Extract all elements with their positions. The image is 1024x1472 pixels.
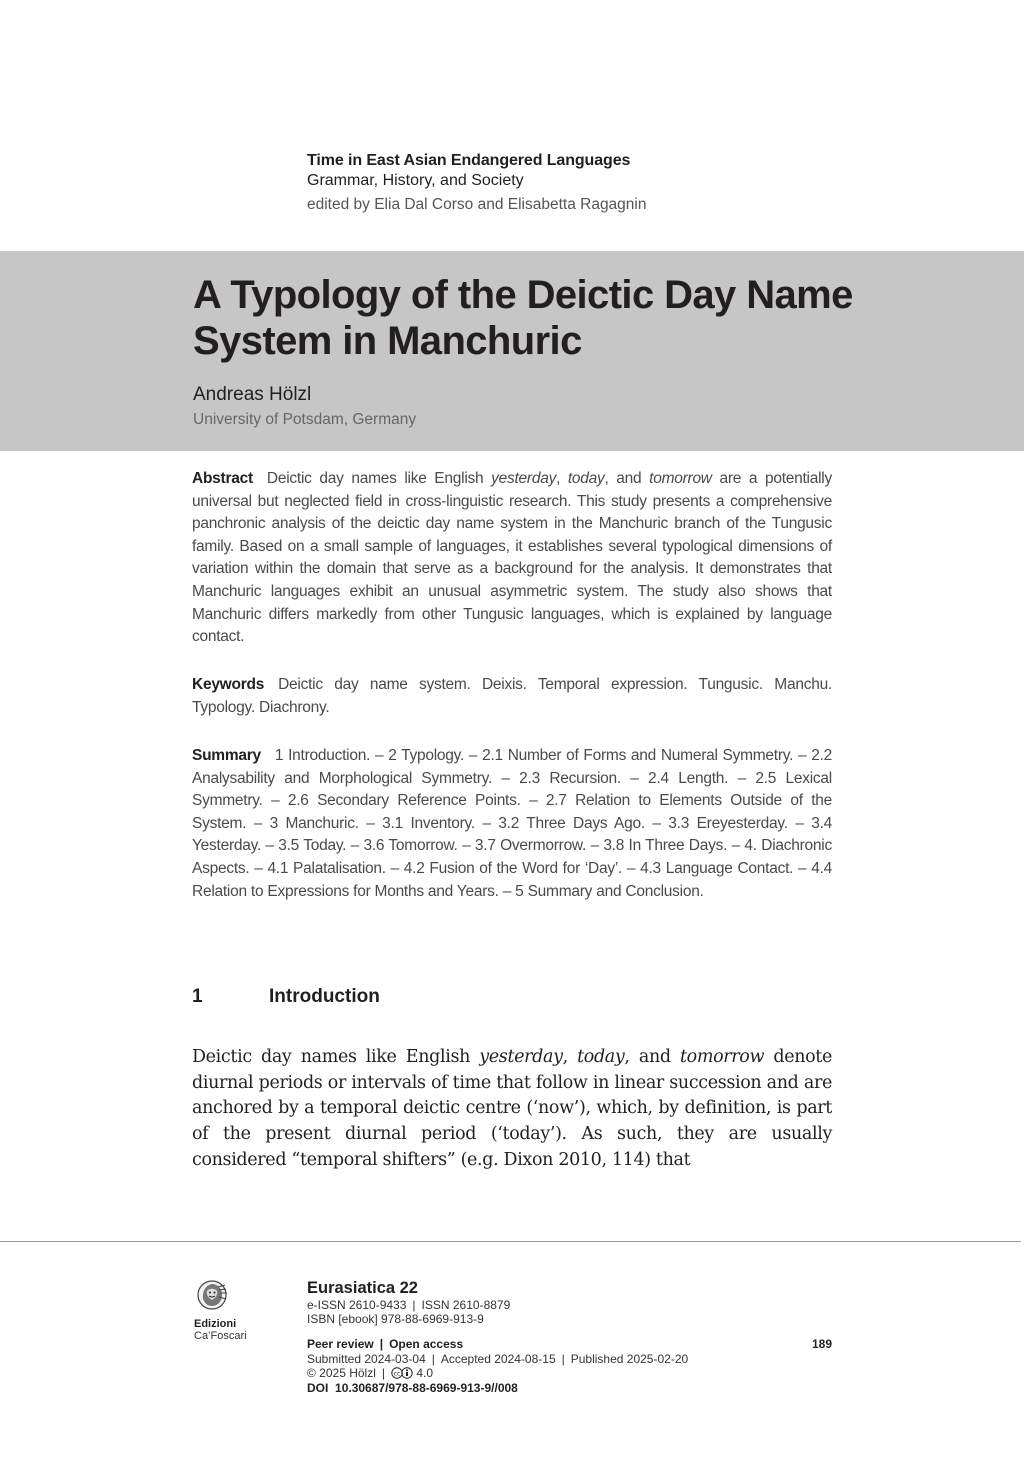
author-name: Andreas Hölzl xyxy=(193,384,312,405)
journal-name: Eurasiatica 22 xyxy=(307,1279,418,1297)
svg-text:cc: cc xyxy=(393,1370,401,1378)
body-text: denote diurnal periods or intervals of time that follow in linear succession and are anchored by a temporal deictic centre (‘now’), which, by definition, is part of the present diurnal period (‘today’). As such, they are usually considered “temporal shifters” (e.g. Dixon 2010, 114) that xyxy=(192,1047,832,1170)
copyright: © 2025 Hölzl xyxy=(307,1366,376,1380)
doi-label: DOI xyxy=(307,1381,329,1395)
peer-review-label: Peer review xyxy=(307,1337,374,1351)
lion-emblem-icon xyxy=(196,1279,228,1311)
creative-commons-by-icon xyxy=(391,1367,413,1379)
author-affiliation: University of Potsdam, Germany xyxy=(193,411,417,428)
dates-line xyxy=(307,1352,847,1366)
license-line xyxy=(307,1366,847,1380)
section-title: Introduction xyxy=(269,986,380,1007)
abstract-term: tomorrow xyxy=(649,470,712,487)
summary-label: Summary xyxy=(192,747,261,764)
abstract-block xyxy=(192,468,832,649)
volume-title: Time in East Asian Endangered Languages xyxy=(307,152,631,169)
body-text: , xyxy=(562,1047,578,1067)
publisher-name: Edizioni xyxy=(194,1318,237,1330)
open-access-label: Open access xyxy=(389,1337,464,1351)
body-term: tomorrow xyxy=(679,1047,765,1067)
eissn: e-ISSN 2610-9433 xyxy=(307,1298,407,1312)
publisher-name-sub: Ca’Foscari xyxy=(194,1330,247,1342)
separator: | xyxy=(412,1298,416,1312)
review-line xyxy=(307,1337,847,1351)
summary-block xyxy=(192,745,832,903)
volume-subtitle: Grammar, History, and Society xyxy=(307,172,524,189)
body-text: Deictic day names like English xyxy=(192,1047,480,1067)
doi-link[interactable]: 10.30687/978-88-6969-913-9//008 xyxy=(335,1381,518,1395)
keywords-label: Keywords xyxy=(192,676,265,693)
volume-header xyxy=(307,151,807,215)
submitted-date: Submitted 2024-03-04 xyxy=(307,1352,426,1366)
body-text: , and xyxy=(624,1047,680,1067)
issn: ISSN 2610-8879 xyxy=(421,1298,511,1312)
body-term: today xyxy=(577,1047,625,1067)
issn-line xyxy=(307,1298,847,1312)
abstract-text: , xyxy=(556,470,568,487)
abstract-text: , and xyxy=(604,470,650,487)
published-date: Published 2025-02-20 xyxy=(570,1352,689,1366)
page-number: 189 xyxy=(811,1337,832,1351)
abstract-term: yesterday xyxy=(491,470,557,487)
article-title: A Typology of the Deictic Day Name System in Manchuric xyxy=(193,273,853,363)
abstract-text: Deictic day names like English xyxy=(266,470,492,487)
keywords-text: Deictic day name system. Deixis. Temporal expression. Tungusic. Manchu. Typology. Diachrony. xyxy=(192,676,832,716)
volume-editors: edited by Elia Dal Corso and Elisabetta Ragagnin xyxy=(307,196,647,213)
separator: | xyxy=(379,1337,384,1351)
publisher-logo xyxy=(194,1279,247,1342)
license-version: 4.0 xyxy=(416,1366,434,1380)
abstract-term: today xyxy=(567,470,605,487)
body-term: yesterday xyxy=(479,1047,563,1067)
doi-line[interactable] xyxy=(307,1381,847,1395)
isbn: ISBN [ebook] 978-88-6969-913-9 xyxy=(307,1312,484,1326)
separator: | xyxy=(381,1366,386,1380)
abstract-label: Abstract xyxy=(192,470,253,487)
separator: | xyxy=(561,1352,565,1366)
summary-text: 1 Introduction. – 2 Typology. – 2.1 Number of Forms and Numeral Symmetry. – 2.2 Analysability and Morphological Symmetry. – 2.3 Recursion. – 2.4 Length. – 2.5 Lexical Symmetry. – 2.6 Secondary Reference Points. – 2.7 Relation to Elements Outside of the System. – 3 Manchuric. – 3.1 Inventory. – 3.2 Three Days Ago. – 3.3 Ereyesterday. – 3.4 Yesterday. – 3.5 Today. – 3.6 Tomorrow. – 3.7 Overmorrow. – 3.8 In Three Days. – 4. Diachronic Aspects. – 4.1 Palatalisation. – 4.2 Fusion of the Word for ‘Day’. – 4.3 Language Contact. – 4.4 Relation to Expressions for Months and Years. – 5 Summary and Conclusion. xyxy=(192,747,832,900)
abstract-text: are a potentially universal but neglected field in cross-linguistic research. This study presents a comprehensive panchronic analysis of the deictic day name system in the Manchuric branch of the Tungusic family. Based on a small sample of languages, it establishes several typological dimensions of variation within the domain that serve as a background for the analysis. It demonstrates that Manchuric languages exhibit an unusual asymmetric system. The study also shows that Manchuric differs markedly from other Tungusic languages, which is explained by language contact. xyxy=(192,470,832,646)
accepted-date: Accepted 2024-08-15 xyxy=(440,1352,556,1366)
separator: | xyxy=(431,1352,435,1366)
keywords-block xyxy=(192,674,832,719)
section-number: 1 xyxy=(192,986,203,1007)
footer-divider xyxy=(0,1241,1021,1242)
body-paragraph xyxy=(192,1045,832,1174)
